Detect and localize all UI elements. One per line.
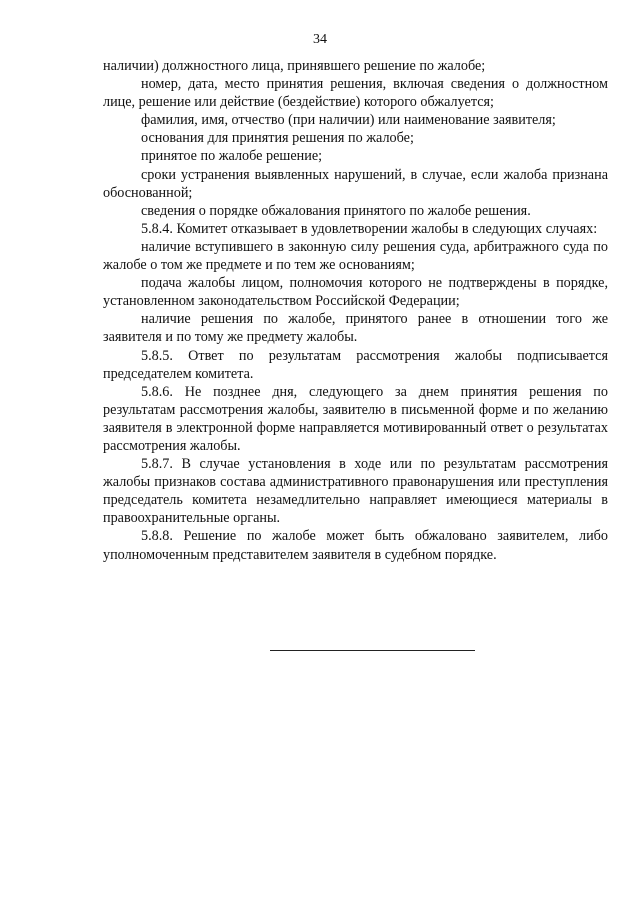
paragraph: наличии) должностного лица, принявшего решение по жалобе;	[103, 58, 486, 74]
paragraph: номер, дата, место принятия решения, включая сведения о должностном лице, решение или действие (бездействие) которого обжалуется;	[103, 76, 608, 111]
paragraph: 5.8.5. Ответ по результатам рассмотрения жалобы подписывается председателем комитета.	[103, 347, 608, 382]
paragraph: 5.8.7. В случае установления в ходе или по результатам рассмотрения жалобы признаков состава административного правонарушения или преступления председатель комитета незамедлительно направляет имеющиеся материалы в правоохранительные органы.	[103, 456, 608, 527]
paragraph: основания для принятия решения по жалобе;	[141, 130, 414, 147]
paragraph: 5.8.4. Комитет отказывает в удовлетворении жалобы в следующих случаях:	[141, 220, 598, 237]
paragraph: сроки устранения выявленных нарушений, в случае, если жалоба признана обоснованной;	[103, 166, 608, 201]
document-body	[103, 57, 608, 564]
paragraph: фамилия, имя, отчество (при наличии) или наименование заявителя;	[141, 112, 556, 129]
paragraph: подача жалобы лицом, полномочия которого не подтверждены в порядке, установленном законодательством Российской Федерации;	[103, 275, 608, 310]
paragraph: принятое по жалобе решение;	[141, 148, 323, 165]
paragraph: 5.8.6. Не позднее дня, следующего за днем принятия решения по результатам рассмотрения жалобы, заявителю в письменной форме и по желанию заявителя в электронной форме направляется мотивированный ответ о результатах рассмотрения жалобы.	[103, 383, 608, 454]
closing-rule	[270, 650, 475, 651]
paragraph: наличие вступившего в законную силу решения суда, арбитражного суда по жалобе о том же предмете и по тем же основаниям;	[103, 238, 608, 274]
page-number: 34	[313, 32, 327, 47]
paragraph: 5.8.8. Решение по жалобе может быть обжаловано заявителем, либо уполномоченным представителем заявителя в судебном порядке.	[103, 528, 608, 563]
paragraph: сведения о порядке обжалования принятого по жалобе решения.	[141, 202, 531, 219]
paragraph: наличие решения по жалобе, принятого ранее в отношении того же заявителя и по тому же предмету жалобы.	[103, 311, 608, 346]
